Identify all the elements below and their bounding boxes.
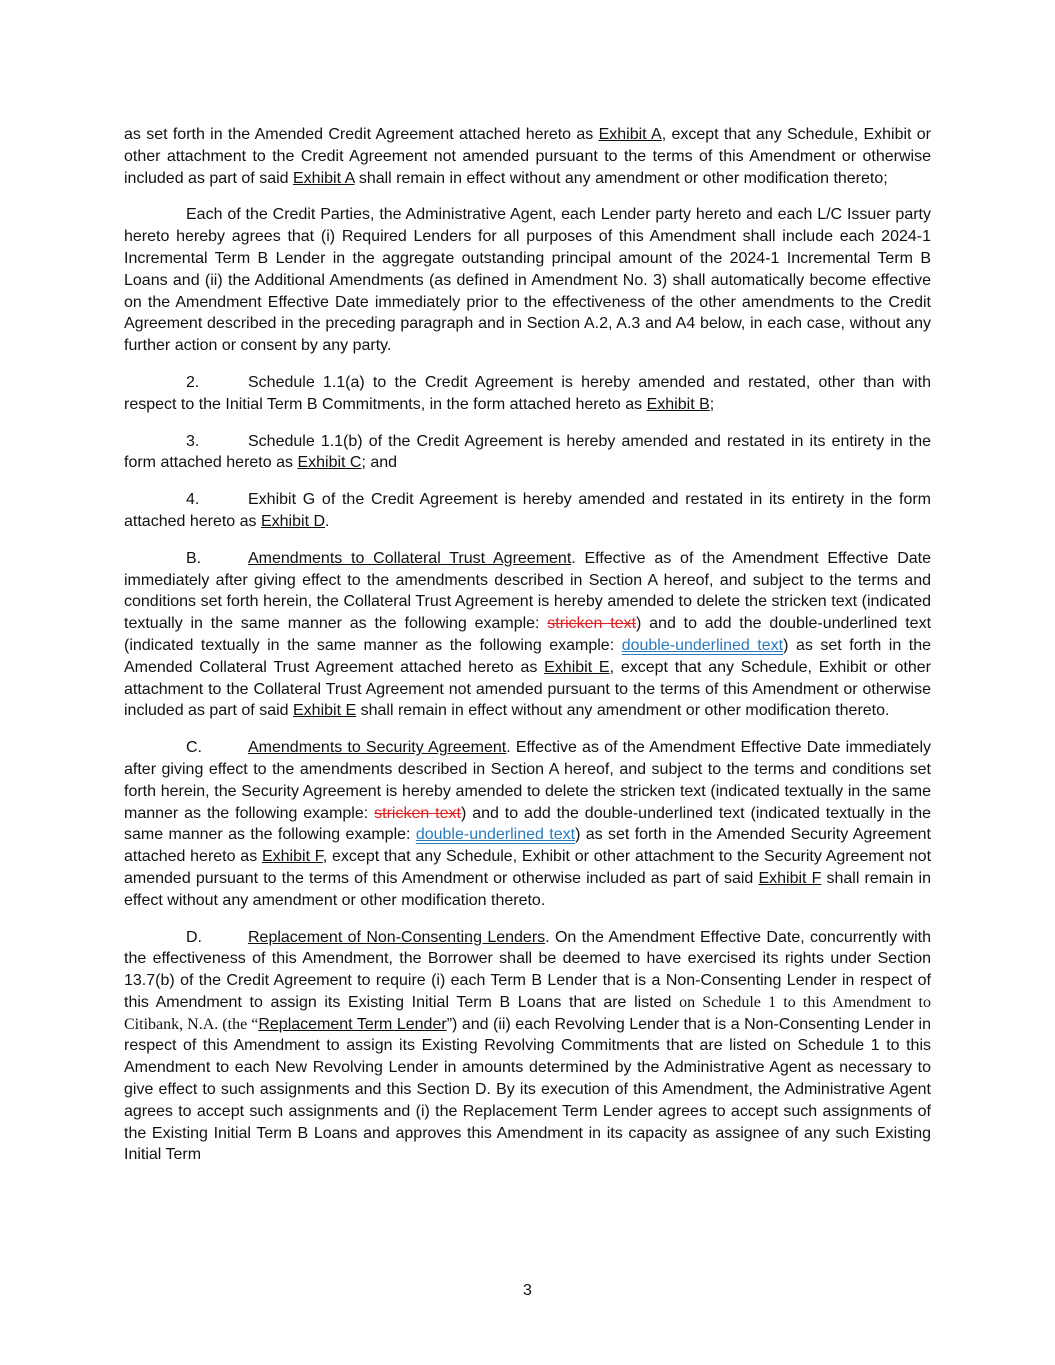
exhibit-c-reference: Exhibit C — [297, 454, 362, 472]
exhibit-f-reference: Exhibit F — [758, 869, 822, 887]
section-heading: Amendments to Security Agreement — [248, 739, 507, 757]
exhibit-b-reference: Exhibit B — [646, 395, 710, 413]
item-number: 2. — [186, 373, 200, 391]
paragraph-item-4: 4. Exhibit G of the Credit Agreement is hereby amended and restated in its entirety in the form attached hereto as Exhibit D. — [124, 491, 931, 530]
stricken-text-example: stricken text — [547, 615, 637, 633]
exhibit-f-reference: Exhibit F — [261, 848, 323, 866]
paragraph-item-3: 3. Schedule 1.1(b) of the Credit Agreement is hereby amended and restated in its entirety in the form attached hereto as Exhibit C; and — [124, 432, 931, 472]
page-number: 3 — [523, 1282, 532, 1299]
stricken-text-example: stricken text — [374, 804, 461, 822]
exhibit-e-reference: Exhibit E — [293, 702, 357, 720]
paragraph-continuation: as set forth in the Amended Credit Agreement attached hereto as Exhibit A, except that any Schedule, Exhibit or other attachment to the Credit Agreement not amended pursuant to the terms of this Amendment or otherwise included as part of said Exhibit A shall remain in effect without any amendment or other modification thereto; — [124, 126, 932, 187]
paragraph-required-lenders: Each of the Credit Parties, the Administrative Agent, each Lender party hereto and each L/C Issuer party hereto hereby agrees that (i) Required Lenders for all purposes of this Amendment shall include each 2024-1 Incremental Term B Lender in the aggregate outstanding principal amount of the 2024-1 Incremental Term B Loans and (ii) the Additional Amendments (as defined in Amendment No. 3) shall automatically become effective on the Amendment Effective Date immediately prior to the effectiveness of the other amendments to the Credit Agreement described in the preceding paragraph and in Section A.2, A.3 and A4 below, in each case, without any further action or consent by any party. — [124, 206, 931, 355]
exhibit-a-reference: Exhibit A — [598, 126, 662, 143]
section-letter: B. — [186, 549, 202, 567]
section-c-security-agreement: C. Amendments to Security Agreement. Effective as of the Amendment Effective Date immediately after giving effect to the amendments described in Section A hereof, and subject to the terms and conditions set forth herein, the Security Agreement is hereby amended to delete the stricken text (indicated textually in the same manner as the following example: stricken text) and to add the double-underlined text (indicated textually in the same manner as the following example: double-underlined text) as set forth in the Amended Security Agreement attached hereto as Exhibit F, except that any Schedule, Exhibit or other attachment to the Security Agreement not amended pursuant to the terms of this Amendment or otherwise included as part of said Exhibit F shall remain in effect without any amendment or other modification thereto. — [124, 739, 932, 909]
paragraph-item-2: 2. Schedule 1.1(a) to the Credit Agreement is hereby amended and restated, other than with respect to the Initial Term B Commitments, in the form attached hereto as Exhibit B; — [124, 373, 931, 413]
section-heading: Replacement of Non-Consenting Lenders — [248, 928, 546, 946]
double-underlined-text-example: double-underlined text — [621, 636, 784, 654]
section-letter: D. — [186, 928, 202, 946]
defined-term: Replacement Term Lender — [258, 1015, 447, 1033]
exhibit-e-reference: Exhibit E — [544, 658, 610, 676]
document-page — [124, 124, 931, 1181]
double-underlined-text-example: double-underlined text — [415, 826, 576, 844]
exhibit-d-reference: Exhibit D — [260, 512, 326, 530]
section-heading: Amendments to Collateral Trust Agreement — [248, 549, 572, 567]
section-letter: C. — [186, 739, 202, 757]
section-b-collateral-trust: B. Amendments to Collateral Trust Agreement. Effective as of the Amendment Effective Date immediately after giving effect to the amendments described in Section A hereof, and subject to the terms and conditions set forth herein, the Collateral Trust Agreement is hereby amended to delete the stricken text (indicated textually in the same manner as the following example: stricken text) and to add the double-underlined text (indicated textually in the same manner as the following example: double-underlined text) as set forth in the Amended Collateral Trust Agreement attached hereto as Exhibit E, except that any Schedule, Exhibit or other attachment to the Collateral Trust Agreement not amended pursuant to the terms of this Amendment or otherwise included as part of said Exhibit E shall remain in effect without any amendment or other modification thereto. — [124, 549, 932, 720]
item-number: 4. — [186, 491, 200, 509]
exhibit-a-reference: Exhibit A — [293, 169, 355, 187]
section-d-replacement-lenders: D. Replacement of Non-Consenting Lenders. On the Amendment Effective Date, concurrently with the effectiveness of this Amendment, the Borrower shall be deemed to have exercised its rights under Section 13.7(b) of the Credit Agreement to require (i) each Term B Lender that is a Non-Consenting Lender in respect of this Amendment to assign its Existing Initial Term B Loans that are listed on Schedule 1 to this Amendment to Citibank, N.A. (the “Replacement Term Lender”) and (ii) each Revolving Lender that is a Non-Consenting Lender in respect of this Amendment to assign its Existing Revolving Commitments that are listed on Schedule 1 to this Amendment to each New Revolving Lender in amounts determined by the Administrative Agent as necessary to give effect to such assignments and this Section D. By its execution of this Amendment, the Administrative Agent agrees to accept such assignments and (i) the Replacement Term Lender agrees to accept such assignments of the Existing Initial Term B Loans and approves this Amendment in its capacity as assignee of any such Existing Initial Term — [124, 928, 932, 1164]
item-number: 3. — [186, 432, 200, 450]
